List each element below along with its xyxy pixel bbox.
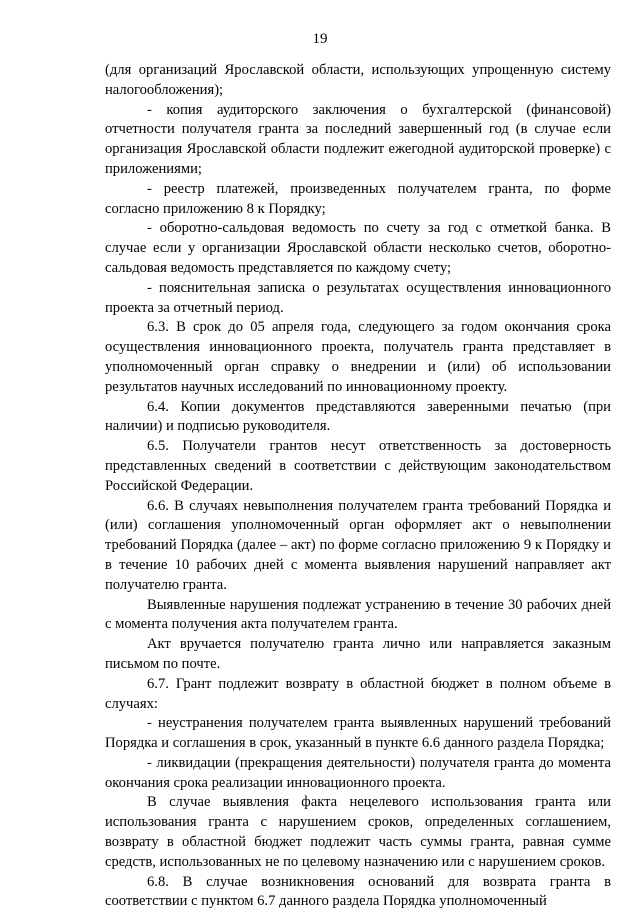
document-body <box>105 61 611 912</box>
paragraph: 6.8. В случае возникновения оснований для возврата гранта в соответствии с пунктом 6.7 данного раздела Порядка уполномоченный <box>105 873 611 910</box>
page-number: 19 <box>312 31 328 47</box>
paragraph: 6.4. Копии документов представляются заверенными печатью (при наличии) и подписью руководителя. <box>105 398 611 435</box>
paragraph: - пояснительная записка о результатах осуществления инновационного проекта за отчетный период. <box>105 279 611 316</box>
paragraph: В случае выявления факта нецелевого использования гранта или использования гранта с нарушением сроков, определенных соглашением, возврату в областной бюджет подлежит часть суммы гранта, равная сумме средств, использованных не по целевому назначению или с нарушением сроков. <box>105 794 611 870</box>
paragraph: - ликвидации (прекращения деятельности) получателя гранта до момента окончания срока реализации инновационного проекта. <box>105 754 611 791</box>
paragraph: 6.5. Получатели грантов несут ответственность за достоверность представленных сведений в соответствии с действующим законодательством Российской Федерации. <box>105 438 611 494</box>
paragraph: 6.6. В случаях невыполнения получателем гранта требований Порядка и (или) соглашения уполномоченный орган оформляет акт о невыполнении требований Порядка (далее – акт) по форме согласно приложению 9 к Порядку и в течение 10 рабочих дней с момента выявления нарушений направляет акт получателю гранта. <box>105 497 611 593</box>
paragraph: Выявленные нарушения подлежат устранению в течение 30 рабочих дней с момента получения акта получателем гранта. <box>105 596 611 633</box>
paragraph: - оборотно-сальдовая ведомость по счету за год с отметкой банка. В случае если у организации Ярославской области несколько счетов, оборотно-сальдовая ведомость представляется по каждому счету; <box>105 220 611 276</box>
paragraph: 6.7. Грант подлежит возврату в областной бюджет в полном объеме в случаях: <box>105 675 611 712</box>
paragraph: - реестр платежей, произведенных получателем гранта, по форме согласно приложению 8 к Порядку; <box>105 180 611 217</box>
paragraph: - копия аудиторского заключения о бухгалтерской (финансовой) отчетности получателя гранта за последний завершенный год (в случае если организация Ярославской области подлежит ежегодной аудиторской проверке) с приложениями; <box>105 101 611 177</box>
paragraph: Акт вручается получателю гранта лично или направляется заказным письмом по почте. <box>105 636 611 672</box>
paragraph: - неустранения получателем гранта выявленных нарушений требований Порядка и соглашения в срок, указанный в пункте 6.6 данного раздела Порядка; <box>105 715 611 752</box>
paragraph: (для организаций Ярославской области, использующих упрощенную систему налогообложения); <box>105 62 611 98</box>
paragraph: 6.3. В срок до 05 апреля года, следующего за годом окончания срока осуществления инновационного проекта, получатель гранта представляет в уполномоченный орган справку о внедрении и (или) об использовании результатов научных исследований по инновационному проекту. <box>105 319 611 395</box>
